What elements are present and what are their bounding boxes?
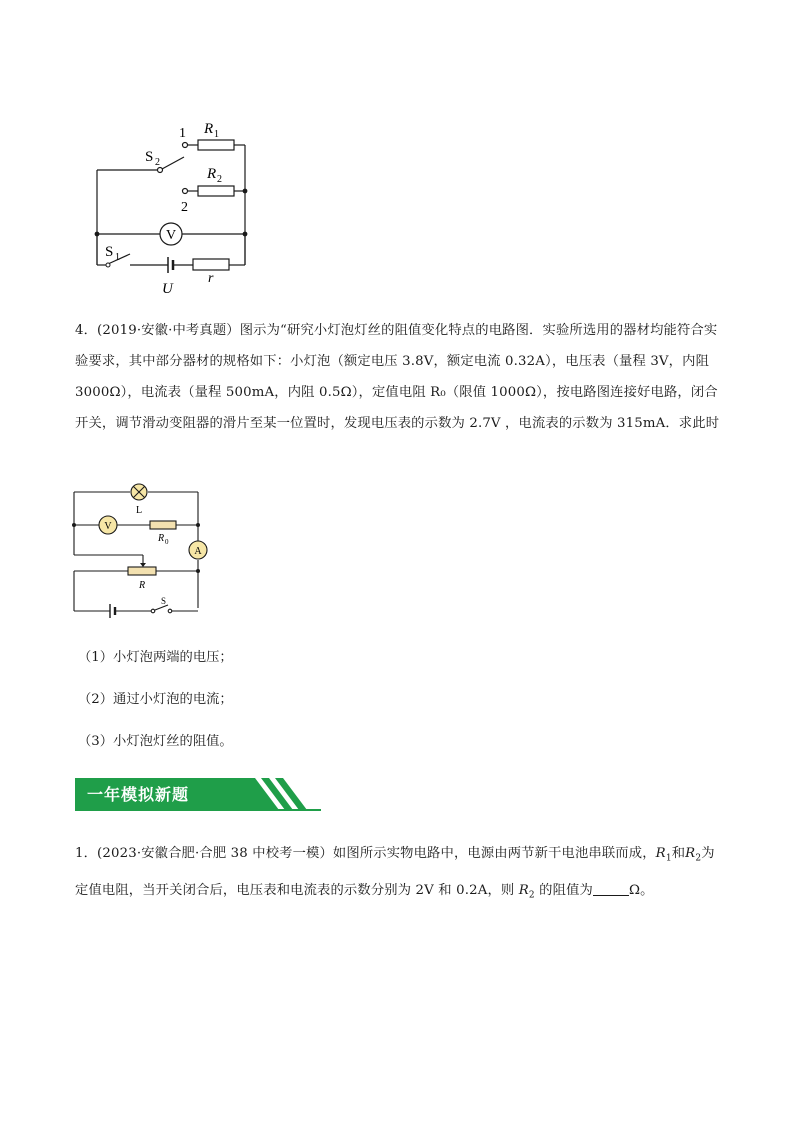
q1-r2: R [685, 846, 696, 861]
resistor-r0 [150, 521, 176, 529]
question-1-suffix: 的阻值为 [534, 882, 593, 898]
question-1-mid: 为定值电阻，当开关闭合后，电压表和电流表的示数分别为 2V 和 0.2A，则 [75, 846, 715, 898]
question-4-part-2: （2）通过小灯泡的电流； [78, 692, 233, 707]
question-1-text [75, 838, 725, 911]
q1-r2b-sub: 2 [528, 890, 535, 901]
voltmeter-2-label: V [104, 521, 112, 532]
answer-blank[interactable] [593, 881, 629, 896]
resistor-r1 [198, 140, 234, 150]
r1-sub: 1 [214, 129, 219, 140]
r0-sub: 0 [165, 538, 169, 546]
banner-stripes-icon [225, 778, 329, 810]
switch-s2 [162, 157, 184, 169]
terminal-1-label: 1 [179, 126, 186, 141]
question-1-unit: Ω。 [628, 882, 654, 898]
r2-label: R [207, 166, 217, 182]
r-label: r [208, 271, 214, 286]
ammeter-label: A [194, 546, 202, 557]
question-4-text: 4．(2019·安徽·中考真题）图示为“研究小灯泡灯丝的阻值变化特点的电路图．实验所选用的器材均能符合实验要求，其中部分器材的规格如下：小灯泡（额定电压 3.8V，额定电流 0.32A），电压表（量程 3V，内阻 3000Ω），电流表（量程 500mA，内阻 0.5Ω），定值电阻 R₀（限值 1000Ω），按电路图连接好电路，闭合开关，调节滑动变阻器的滑片至某一位置时，发现电压表的示数为 2.7V ，电流表的示数为 315mA．求此时 [75, 323, 720, 431]
question-1-prefix: 1．(2023·安徽合肥·合肥 38 中校考一模）如图所示实物电路中，电源由两节新干电池串联而成， [75, 846, 656, 861]
u-label: U [162, 281, 173, 297]
q1-and: 和 [671, 846, 686, 861]
section-header [75, 778, 321, 812]
s2-sub: 2 [155, 157, 160, 168]
q1-r1: R [655, 846, 666, 861]
lamp [131, 484, 147, 500]
circuit-diagram-2 [68, 478, 218, 618]
switch-label: S [161, 596, 167, 606]
lamp-label: L [136, 505, 143, 516]
s1-label: S [105, 244, 114, 260]
q1-r1-sub: 1 [665, 853, 672, 864]
section-divider [75, 809, 321, 811]
resistor-r2 [198, 186, 234, 196]
s2-label: S [145, 149, 154, 165]
q1-r2b: R [518, 882, 529, 898]
terminal-2-label: 2 [181, 200, 188, 215]
voltmeter-label: V [165, 228, 177, 243]
rheostat [128, 567, 156, 575]
rheostat-label: R [139, 580, 146, 591]
s1-sub: 1 [115, 252, 120, 263]
q1-r2-sub: 2 [695, 853, 702, 864]
r0-label: R [158, 533, 165, 544]
circuit-diagram-1 [90, 115, 260, 300]
question-4-part-1: （1）小灯泡两端的电压； [78, 650, 233, 665]
resistor-r [193, 259, 229, 270]
r2-sub: 2 [217, 174, 222, 185]
section-title: 一年模拟新题 [87, 785, 190, 804]
question-4-part-3: （3）小灯泡灯丝的阻值。 [78, 734, 233, 749]
r1-label: R [204, 121, 214, 137]
